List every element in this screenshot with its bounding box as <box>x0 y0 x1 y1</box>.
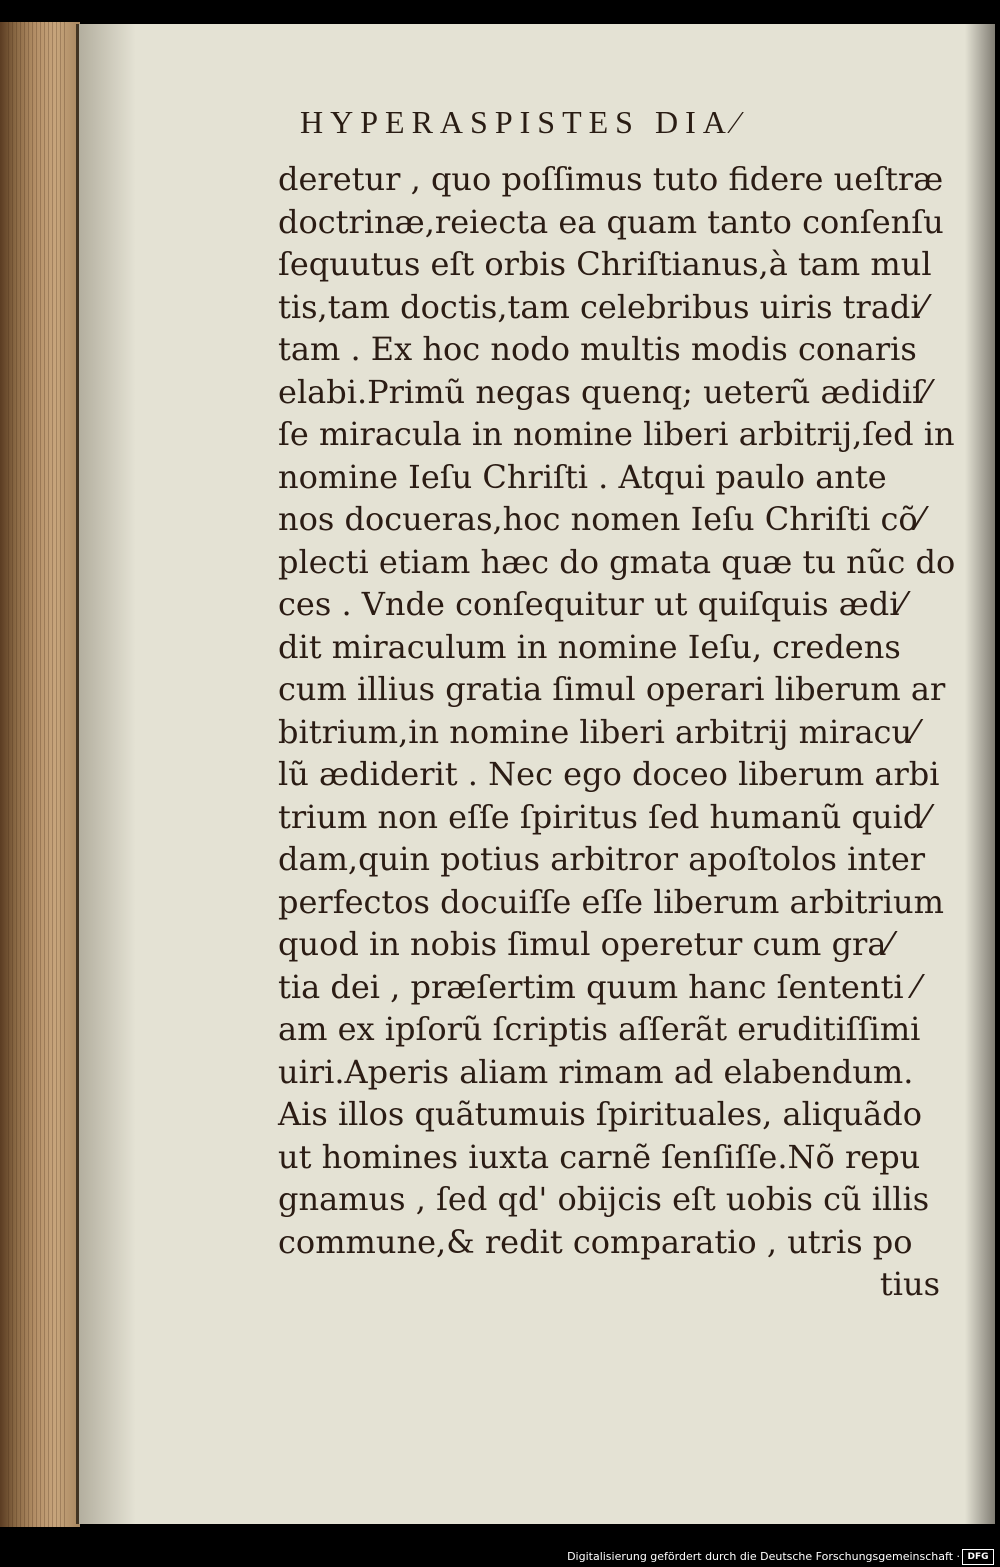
text-line: ces . Vnde conſequitur ut quiſquis ædi⁄ <box>278 585 905 623</box>
text-line: ſequutus eſt orbis Chriſtianus,à tam mul <box>278 245 932 283</box>
text-line: Ais illos quãtumuis ſpirituales, aliquãdo <box>278 1095 922 1133</box>
text-line: gnamus , ſed qd' obijcis eſt uobis cũ illis <box>278 1180 930 1218</box>
text-line: ſe miracula in nomine liberi arbitrij,ſed in <box>278 415 955 453</box>
text-line: dam,quin potius arbitror apoſtolos inter <box>278 840 926 878</box>
text-line: tis,tam doctis,tam celebribus uiris tradi⁄ <box>278 287 926 326</box>
text-line: nos docueras,hoc nomen Ieſu Chriſti cõ⁄ <box>278 500 924 538</box>
text-line: cum illius gratia ſimul operari liberum ar <box>278 670 946 708</box>
text-line: perfectos docuiſſe eſſe liberum arbitrium <box>278 882 944 921</box>
text-line: nomine Ieſu Chriſti . Atqui paulo ante <box>278 457 887 496</box>
text-line: quod in nobis ſimul operetur cum gra⁄ <box>278 925 892 963</box>
text-line: ut homines iuxta carnẽ ſenſiſſe.Nõ repu <box>278 1137 921 1176</box>
text-line: trium non eſſe ſpiritus ſed humanũ quid⁄ <box>278 797 929 836</box>
text-line: dit miraculum in nomine Ieſu, credens <box>278 627 901 666</box>
text-line: deretur , quo poſſimus tuto fidere ueſtræ <box>278 160 944 198</box>
funding-credit: Digitalisierung gefördert durch die Deutsche Forschungsgemeinschaft · <box>567 1550 960 1563</box>
text-line: doctrinæ,reiecta ea quam tanto conſenſu <box>278 202 944 241</box>
gutter-shadow <box>76 24 136 1524</box>
text-line: uiri.Aperis aliam rimam ad elabendum. <box>278 1052 914 1091</box>
text-line: am ex ipſorũ ſcriptis aſſerãt eruditiſſimi <box>278 1010 921 1048</box>
text-line: bitrium,in nomine liberi arbitrij miracu⁄ <box>278 712 918 751</box>
text-line: plecti etiam hæc do gmata quæ tu nũc do <box>278 542 956 581</box>
text-line: lũ ædiderit . Nec ego doceo liberum arbi <box>278 755 940 793</box>
body-text <box>278 158 956 1306</box>
text-line: tia dei , præſertim quum hanc ſententi ⁄ <box>278 967 920 1006</box>
dfg-logo: DFG <box>962 1549 994 1565</box>
catchword: tius <box>879 1265 940 1303</box>
running-head: HYPERASPISTES DIA⁄ <box>300 104 746 140</box>
book-page-edge-lines <box>8 22 68 1527</box>
text-line: commune,& redit comparatio , utris po <box>278 1222 913 1261</box>
text-line: tam . Ex hoc nodo multis modis conaris <box>278 330 917 368</box>
text-line: elabi.Primũ negas quenq; ueterũ ædidiſ⁄ <box>278 372 930 411</box>
page-right-shadow <box>965 24 995 1524</box>
